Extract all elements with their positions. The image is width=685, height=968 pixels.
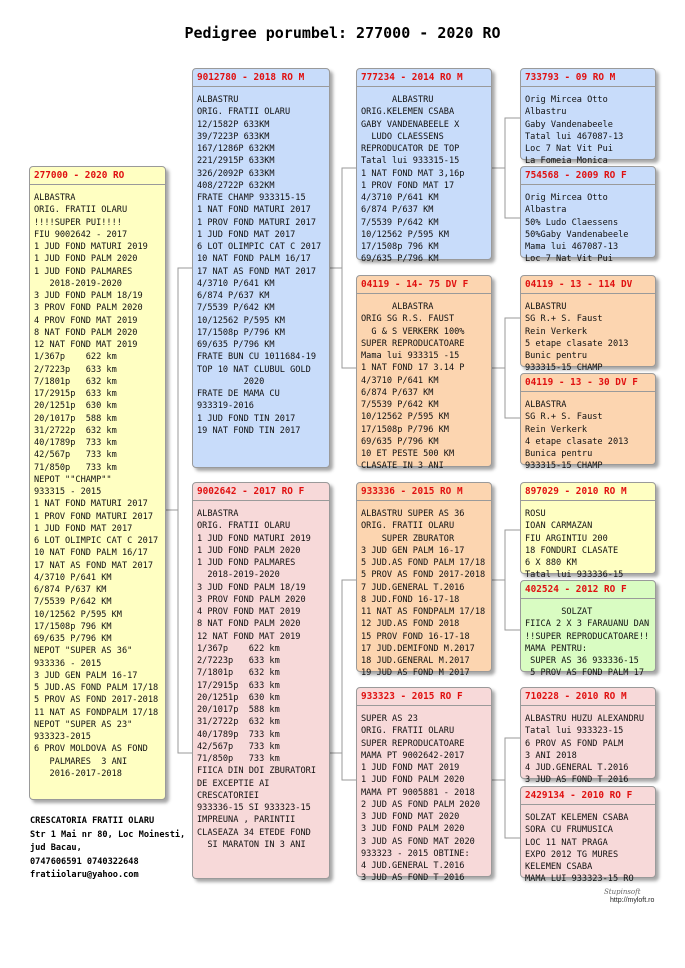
card-line: FIICA 2 X 3 FARAUANU DAN — [525, 619, 650, 630]
card-line: 326/2092P 633KM — [197, 168, 275, 179]
card-line: 2018-2019-2020 — [34, 278, 122, 289]
card-line: 3 PROV FOND PALM 2020 — [34, 303, 143, 314]
card-line: MAMA PT 9005881 - 2018 — [361, 787, 475, 798]
card-dam[interactable] — [192, 482, 330, 879]
card-line: ALBASTRA — [197, 509, 239, 519]
card-dam-dam[interactable] — [356, 687, 492, 884]
card-line: 50% Ludo Claessens — [525, 217, 619, 228]
card-line: 71/850p 733 km — [197, 754, 280, 764]
card-line: 7/5539 P/642 KM — [361, 400, 439, 410]
card-line: 7/1801p 632 km — [34, 376, 117, 387]
card-line: ORIG. FRATII OLARU — [361, 521, 455, 532]
card-line: 39/7223P 633KM — [197, 131, 270, 142]
card-line: 7/5539 P/642 KM — [361, 217, 439, 228]
card-lines — [521, 599, 655, 680]
card-line: FIU 9002642 - 2017 — [34, 229, 128, 240]
card-line: 1 PROV FOND MAT 17 — [361, 180, 455, 191]
card-line: REPRODUCATOR DE TOP — [361, 144, 460, 154]
card-sire-sire[interactable] — [356, 68, 492, 265]
card-line: 933319-2016 — [197, 401, 254, 412]
card-line: 6 LOT OLIMPIC CAT C 2017 — [34, 536, 159, 546]
card-line: 12 NAT FOND MAT 2019 — [34, 340, 138, 350]
card-lines — [521, 805, 655, 886]
card-line: 933336 - 2015 — [34, 658, 102, 669]
card-header: 710228 - 2010 RO M — [521, 688, 655, 706]
card-line: 1 JUD FOND MAT 2017 — [34, 523, 133, 534]
card-line: 4 PROV FOND MAT 2019 — [34, 315, 138, 326]
card-line: 19 JUD AS FOND M 2017 — [361, 668, 470, 679]
card-line: 933315 - 2015 — [34, 487, 102, 497]
card-line: 17 NAT AS FOND MAT 2017 — [197, 266, 316, 277]
card-line: 1 JUD FOND MAT 2017 — [197, 229, 296, 240]
card-line: ALBASTRU HUZU ALEXANDRU — [525, 714, 644, 724]
card-lines — [193, 501, 329, 851]
card-line: 17 JUD.DEMIFOND M.2017 — [361, 643, 475, 654]
card-line: SUPER REPRODUCATOARE — [361, 738, 465, 749]
card-line: IOAN CARMAZAN — [525, 521, 593, 532]
footer-line: CRESCATORIA FRATII OLARU — [30, 816, 155, 826]
card-header: 933336 - 2015 RO M — [357, 483, 491, 501]
card-line: 6 LOT OLIMPIC CAT C 2017 — [197, 242, 322, 252]
card-line: 933323 - 2015 OBTINE: — [361, 848, 470, 859]
card-line: 4/3710 P/641 KM — [34, 572, 112, 583]
card-line: 20/1017p 588 km — [197, 705, 280, 715]
card-line: 1 JUD FOND PALMARES — [34, 266, 133, 277]
card-line: 11 NAT AS FONDPALM 17/18 — [34, 707, 159, 718]
card-line: 7 JUD.GENERAL T.2016 — [361, 582, 465, 593]
card-sire[interactable] — [192, 68, 330, 468]
card-line: 10/12562 P/595 KM — [361, 229, 449, 240]
card-line: Loc 7 Nat Vit Pui — [525, 254, 613, 265]
card-line: 1 NAT FOND MAT 3,16p — [361, 168, 465, 179]
card-line: ALBASTRA — [525, 400, 567, 410]
card-line: 10/12562 P/595 KM — [34, 609, 122, 620]
card-line: 1 JUD FOND MATURI 2019 — [34, 242, 148, 252]
card-line: 10/12562 P/595 KM — [197, 315, 285, 326]
footer-line: Str 1 Mai nr 80, Loc Moinesti, — [30, 829, 186, 840]
card-line: Mama lui 933315 -15 — [361, 351, 460, 361]
card-line: NEPOT ""CHAMP"" — [34, 474, 112, 485]
connector-sd — [492, 318, 520, 418]
card-line: MAMA LUI 933323-15 RO — [525, 874, 634, 885]
card-line: Tatal lui 933336-15 — [525, 570, 624, 581]
card-line: 3 JUD FOND MAT 2020 — [361, 812, 460, 822]
connector-dam — [330, 580, 356, 780]
card-line: LOC 11 NAT PRAGA — [525, 837, 608, 848]
card-line: 5 JUD.AS FOND PALM 17/18 — [34, 683, 159, 693]
card-line: 12 JUD.AS FOND 2018 — [361, 619, 460, 630]
card-line: ALBASTRU SUPER AS 36 — [361, 509, 465, 519]
card-line: 10 ET PESTE 500 KM — [361, 449, 455, 459]
card-lines — [357, 706, 491, 885]
card-lines — [521, 87, 655, 168]
card-main-bird[interactable] — [29, 166, 166, 800]
card-line: 20/1017p 588 km — [34, 413, 117, 424]
card-line: 7/5539 P/642 KM — [34, 597, 112, 608]
card-line: 40/1789p 733 km — [197, 729, 280, 740]
card-line: 17/1508p 796 KM — [34, 621, 112, 632]
card-line: Albastra — [525, 205, 567, 216]
card-ssd[interactable] — [520, 166, 656, 265]
card-line: 5 PROV AS FOND 2017-2018 — [34, 695, 159, 706]
site-url-link[interactable]: http://myloft.ro — [610, 897, 655, 904]
card-line: 2/7223p 633 km — [34, 364, 117, 375]
card-line: ORIG. FRATII OLARU — [197, 521, 291, 532]
card-line: 3 ANI 2018 — [525, 750, 577, 761]
card-line: DE EXCEPTIE AI — [197, 778, 270, 789]
card-line: !!SUPER REPRODUCATOARE!! — [525, 631, 650, 642]
card-line: 408/2722P 632KM — [197, 180, 275, 191]
card-line: 6/874 P/637 KM — [361, 205, 434, 216]
page-title: Pedigree porumbel: 277000 - 2020 RO — [184, 24, 501, 42]
card-line: 933315-15 CHAMP — [525, 363, 603, 374]
card-lines — [357, 501, 491, 680]
card-header: 733793 - 09 RO M — [521, 69, 655, 87]
card-line: La Fomeia Monica — [525, 156, 608, 167]
card-lines — [521, 294, 655, 375]
card-line: 1/367p 622 km — [34, 352, 117, 363]
card-line: 933336-15 SI 933323-15 — [197, 803, 311, 813]
card-line: 42/567p 733 km — [197, 741, 280, 752]
card-line: ORIG SG R.S. FAUST — [361, 314, 455, 325]
card-lines — [521, 501, 655, 582]
card-line: !!!!SUPER PUI!!!! — [34, 217, 122, 228]
card-line: 8 NAT FOND PALM 2020 — [197, 619, 301, 630]
card-line: SUPER AS 36 933336-15 — [525, 656, 639, 666]
card-header: 897029 - 2010 RO M — [521, 483, 655, 501]
card-line: 1/367p 622 km — [197, 643, 280, 654]
card-line: 5 PROV AS FOND PALM 17 — [525, 668, 644, 679]
card-lines — [357, 87, 491, 266]
card-line: KELEMEN CSABA — [525, 862, 593, 872]
card-line: FIICA DIN DOI ZBURATORI — [197, 766, 316, 777]
card-line: 17/1508p P/796 KM — [197, 327, 285, 338]
card-line: 40/1789p 733 km — [34, 438, 117, 448]
card-line: 1 JUD FOND MAT 2019 — [361, 763, 460, 773]
card-lines — [521, 392, 655, 473]
card-line: 6/874 P/637 KM — [34, 585, 107, 595]
connector-sire — [330, 168, 356, 368]
card-line: SG R.+ S. Faust — [525, 314, 603, 325]
card-line: 15 PROV FOND 16-17-18 — [361, 631, 470, 642]
footer-email[interactable]: fratiiolaru@yahoo.com — [30, 870, 139, 880]
card-line: NEPOT "SUPER AS 23" — [34, 719, 133, 730]
card-sds[interactable] — [520, 275, 656, 374]
card-line: 4 etape clasate 2013 — [525, 436, 629, 447]
card-line: 1 JUD FOND PALMARES — [197, 558, 296, 568]
card-line: 1 NAT FOND MATURI 2017 — [197, 205, 311, 216]
card-line: 933323-2015 — [34, 732, 91, 742]
card-lines — [521, 185, 655, 266]
card-line: MAMA PENTRU: — [525, 643, 588, 654]
card-sss[interactable] — [520, 68, 656, 167]
card-line: 3 PROV FOND PALM 2020 — [197, 594, 306, 605]
card-line: 10/12562 P/595 KM — [361, 412, 449, 423]
card-line: ORIG. FRATII OLARU — [361, 726, 455, 737]
card-line: Bunic pentru — [525, 351, 588, 361]
card-line: SG R.+ S. Faust — [525, 412, 603, 423]
card-line: 6 X 880 KM — [525, 558, 577, 568]
card-line: 4 JUD.GENERAL T.2016 — [361, 861, 465, 871]
card-line: 1 JUD FOND MATURI 2019 — [197, 533, 311, 544]
card-line: Rein Verkerk — [525, 424, 588, 435]
card-line: 2018-2019-2020 — [197, 570, 280, 581]
card-header: 933323 - 2015 RO F — [357, 688, 491, 706]
card-line: 12 NAT FOND MAT 2019 — [197, 631, 301, 642]
card-line: 1 JUD FOND TIN 2017 — [197, 413, 296, 424]
card-line: 31/2722p 632 km — [34, 425, 117, 436]
card-line: Rein Verkerk — [525, 326, 588, 337]
card-line: ORIG. FRATII OLARU — [197, 107, 291, 118]
card-line: 6/874 P/637 KM — [197, 291, 270, 301]
card-line: 3 JUD GEN PALM 16-17 — [34, 670, 138, 681]
card-line: 5 PROV AS FOND 2017-2018 — [361, 570, 486, 581]
card-line: 1 JUD FOND PALM 2020 — [197, 545, 301, 556]
card-line: EXPO 2012 TG MURES — [525, 849, 619, 860]
card-lines — [193, 87, 329, 437]
card-line: 2/7223p 633 km — [197, 656, 280, 666]
card-line: 3 JUD AS FOND T 2016 — [361, 873, 465, 884]
connector-ds — [492, 530, 520, 630]
card-line: Albastru — [525, 107, 567, 118]
card-line: GABY VANDENABEELE X — [361, 119, 460, 130]
card-line: Orig Mircea Otto — [525, 193, 608, 203]
card-header: 2429134 - 2010 RO F — [521, 787, 655, 805]
card-line: 19 NAT FOND TIN 2017 — [197, 425, 301, 436]
card-line: TOP 10 NAT CLUBUL GOLD — [197, 364, 311, 375]
footer-line: jud Bacau, — [30, 843, 82, 853]
card-line: Bunica pentru — [525, 449, 593, 459]
connector-dd — [492, 738, 520, 838]
card-line: LUDO CLAESSENS — [361, 131, 444, 142]
connector-ss — [492, 118, 520, 218]
card-line: ALBASTRU — [361, 95, 434, 105]
card-dss[interactable] — [520, 482, 656, 581]
card-line: 10 NAT FOND PALM 16/17 — [34, 548, 148, 559]
card-line: ALBASTRA — [34, 193, 76, 203]
card-line: 7/5539 P/642 KM — [197, 303, 275, 314]
connector-main — [166, 268, 192, 753]
card-line: 42/567p 733 km — [34, 450, 117, 461]
card-header: 04119 - 14- 75 DV F — [357, 276, 491, 294]
card-header: 04119 - 13 - 114 DV — [521, 276, 655, 294]
card-line: Tatal lui 933323-15 — [525, 726, 624, 737]
card-line: 4 PROV FOND MAT 2019 — [197, 607, 301, 617]
card-line: 5 etape clasate 2013 — [525, 338, 629, 349]
breeder-contact — [30, 815, 185, 883]
card-line: 50%Gaby Vandenabeele — [525, 229, 629, 240]
card-line: 4/3710 P/641 KM — [197, 278, 275, 289]
card-line: IMPREUNA , PARINTII — [197, 815, 296, 826]
card-dam-sire[interactable] — [356, 482, 492, 679]
footer-line: 0747606591 0740322648 — [30, 856, 139, 867]
card-line: 933315-15 CHAMP — [525, 461, 603, 472]
card-line: ORIG.KELEMEN CSABA — [361, 107, 455, 118]
card-lines — [357, 294, 491, 473]
card-line: ROSU — [525, 509, 546, 519]
card-line: FRATE CHAMP 933315-15 — [197, 193, 306, 203]
card-line: 31/2722p 632 km — [197, 717, 280, 728]
card-lines — [30, 185, 165, 780]
card-line: 3 JUD FOND PALM 2020 — [361, 824, 465, 835]
card-dsd[interactable] — [520, 580, 656, 679]
card-line: Tatal lui 933315-15 — [361, 156, 460, 167]
card-line: 4/3710 P/641 KM — [361, 375, 439, 386]
card-line: SUPER REPRODUCATOARE — [361, 338, 465, 349]
card-sdd[interactable] — [520, 373, 656, 472]
card-line: 17/1508p P/796 KM — [361, 424, 449, 435]
card-line: 18 FONDURI CLASATE — [525, 545, 619, 556]
card-sire-dam[interactable] — [356, 275, 492, 472]
card-line: FRATE BUN CU 1011684-19 — [197, 352, 316, 363]
card-line: 1 NAT FOND MATURI 2017 — [34, 499, 148, 510]
card-line: Mama lui 467087-13 — [525, 242, 619, 252]
card-line: PALMARES 3 ANI — [34, 756, 128, 767]
card-header: 754568 - 2009 RO F — [521, 167, 655, 185]
card-line: 6 PROV MOLDOVA AS FOND — [34, 744, 148, 755]
card-line: SI MARATON IN 3 ANI — [197, 839, 306, 850]
card-line: Orig Mircea Otto — [525, 95, 608, 105]
card-line: CRESCATORIEI — [197, 790, 260, 801]
card-line: 69/635 P/796 KM — [361, 254, 439, 265]
card-line: Tatal lui 467087-13 — [525, 131, 624, 142]
card-line: 4/3710 P/641 KM — [361, 193, 439, 203]
card-line: 69/635 P/796 KM — [34, 634, 112, 644]
card-line: 3 JUD GEN PALM 16-17 — [361, 545, 465, 556]
card-header: 9002642 - 2017 RO F — [193, 483, 329, 501]
card-line: 7/1801p 632 km — [197, 668, 280, 679]
card-line: 20/1251p 630 km — [34, 401, 117, 412]
card-line: 17/2915p 633 km — [197, 680, 280, 691]
card-header: 9012780 - 2018 RO M — [193, 69, 329, 87]
card-dds[interactable] — [520, 687, 656, 786]
card-line: ALBASTRA — [361, 302, 434, 312]
card-line: 8 JUD.FOND 16-17-18 — [361, 594, 460, 605]
card-line: 1 PROV FOND MATURI 2017 — [34, 511, 153, 522]
card-line: 167/1286P 632KM — [197, 144, 275, 154]
card-line: 69/635 P/796 KM — [197, 340, 275, 350]
card-line: CLASEAZA 34 ETEDE FOND — [197, 827, 311, 838]
card-line: 3 JUD AS FOND T 2016 — [525, 775, 629, 786]
card-ddd[interactable] — [520, 786, 656, 885]
card-line: SUPER AS 23 — [361, 714, 418, 724]
card-line: Gaby Vandenabeele — [525, 119, 613, 130]
card-line: 17 NAT AS FOND MAT 2017 — [34, 560, 153, 571]
card-header: 777234 - 2014 RO M — [357, 69, 491, 87]
card-line: Loc 7 Nat Vit Pui — [525, 144, 613, 154]
card-line: 11 NAT AS FONDPALM 17/18 — [361, 607, 486, 617]
card-line: ALBASTRU — [525, 302, 567, 312]
card-line: 1 JUD FOND PALM 2020 — [34, 254, 138, 265]
card-line: 18 JUD.GENERAL M.2017 — [361, 656, 470, 666]
card-line: 71/850p 733 km — [34, 462, 117, 473]
card-lines — [521, 706, 655, 787]
card-line: MAMA PT 9002642-2017 — [361, 750, 465, 761]
card-header: 04119 - 13 - 30 DV F — [521, 374, 655, 392]
signature: Stupinsoft — [604, 888, 641, 896]
card-line: 2016-2017-2018 — [34, 768, 122, 779]
card-line: 10 NAT FOND PALM 16/17 — [197, 254, 311, 265]
card-line: 6/874 P/637 KM — [361, 387, 434, 398]
card-line: 20/1251p 630 km — [197, 692, 280, 703]
card-line: 69/635 P/796 KM — [361, 436, 439, 447]
card-header: 277000 - 2020 RO — [30, 167, 165, 185]
card-line: 5 JUD.AS FOND PALM 17/18 — [361, 558, 486, 568]
card-line: 3 JUD FOND PALM 18/19 — [197, 582, 306, 593]
card-line: 17/1508p 796 KM — [361, 242, 439, 252]
card-line: SUPER ZBURATOR — [361, 533, 455, 544]
card-line: 2 JUD AS FOND PALM 2020 — [361, 799, 480, 810]
card-line: ORIG. FRATII OLARU — [34, 205, 128, 216]
card-line: 2020 — [197, 376, 265, 387]
card-line: 3 JUD AS FOND MAT 2020 — [361, 836, 475, 847]
card-line: 12/1582P 633KM — [197, 119, 270, 130]
card-line: 6 PROV AS FOND PALM — [525, 738, 624, 749]
card-line: FIU ARGINTIU 200 — [525, 533, 608, 544]
card-line: 1 PROV FOND MATURI 2017 — [197, 217, 316, 228]
card-line: SOLZAT — [525, 607, 593, 617]
card-line: 8 NAT FOND PALM 2020 — [34, 327, 138, 338]
card-line: 3 JUD FOND PALM 18/19 — [34, 291, 143, 301]
card-line: 4 JUD.GENERAL T.2016 — [525, 763, 629, 773]
card-line: CLASATE IN 3 ANI — [361, 461, 444, 472]
card-line: 221/2915P 633KM — [197, 156, 275, 167]
card-line: FRATE DE MAMA CU — [197, 389, 280, 399]
card-line: ALBASTRU — [197, 95, 239, 105]
card-line: SORA CU FRUMUSICA — [525, 825, 613, 836]
card-line: 1 JUD FOND PALM 2020 — [361, 775, 465, 786]
card-line: G & S VERKERK 100% — [361, 326, 465, 337]
card-line: SOLZAT KELEMEN CSABA — [525, 813, 629, 823]
card-line: 17/2915p 633 km — [34, 389, 117, 399]
card-line: NEPOT "SUPER AS 36" — [34, 646, 133, 657]
card-line: 1 NAT FOND 17 3.14 P — [361, 363, 465, 374]
card-header: 402524 - 2012 RO F — [521, 581, 655, 599]
